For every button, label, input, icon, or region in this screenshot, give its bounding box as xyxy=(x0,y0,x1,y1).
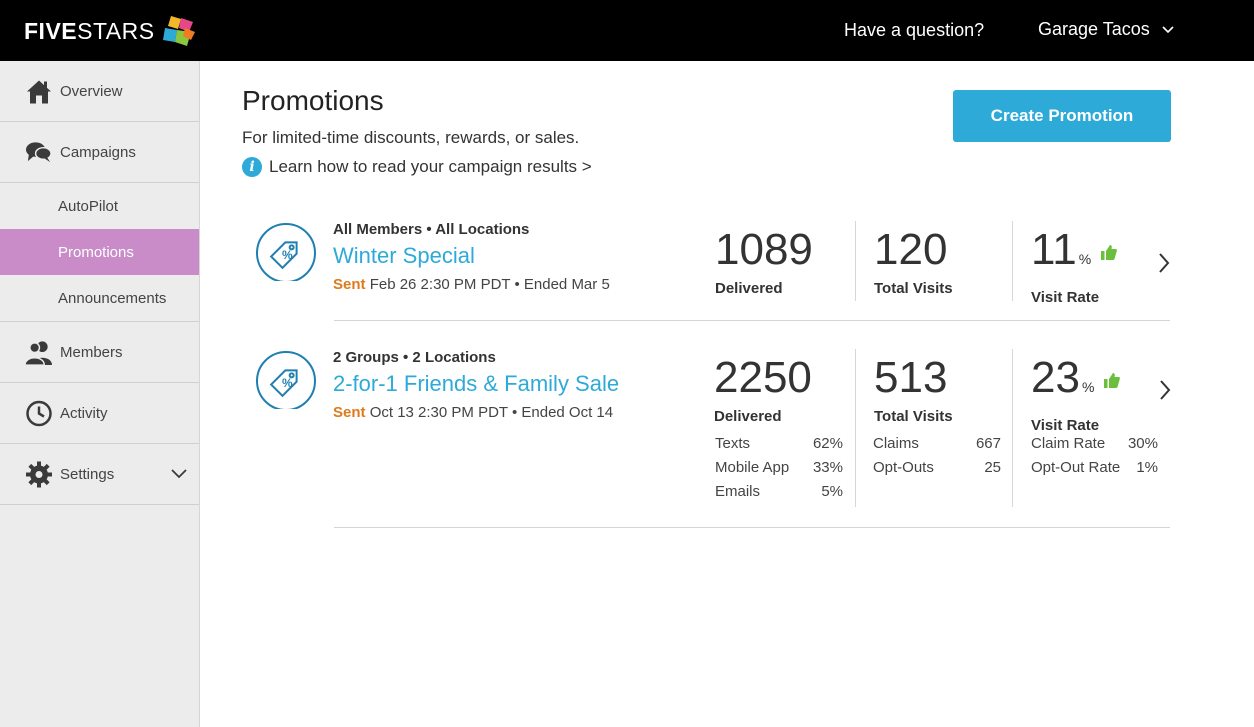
promo-audience: 2 Groups • 2 Locations xyxy=(333,349,496,366)
row-divider xyxy=(334,320,1170,321)
sidebar-item-autopilot[interactable]: AutoPilot xyxy=(58,197,119,215)
visits-stat xyxy=(874,225,953,297)
chevron-down-icon xyxy=(1162,26,1174,34)
breakdown-value: 1% xyxy=(1136,459,1158,476)
visits-value: 120 xyxy=(874,225,948,274)
sidebar-item-members[interactable] xyxy=(0,322,199,383)
delivered-stat xyxy=(715,225,813,297)
visit-rate-stat xyxy=(1031,225,1117,306)
delivered-label: Delivered xyxy=(715,280,783,297)
sidebar-item-announcements[interactable]: Announcements xyxy=(58,289,167,307)
rate-breakdown-row xyxy=(1031,435,1158,452)
sidebar-item-label: Settings xyxy=(60,465,115,483)
page-subtitle: For limited-time discounts, rewards, or sales. xyxy=(242,128,580,147)
top-bar xyxy=(0,0,1254,61)
visits-stat xyxy=(874,353,953,425)
delivered-label: Delivered xyxy=(714,408,782,425)
divider xyxy=(855,221,856,301)
sent-detail: Feb 26 2:30 PM PDT • Ended Mar 5 xyxy=(369,276,610,293)
sidebar-item-label: Members xyxy=(60,343,123,361)
breakdown-label: Opt-Out Rate xyxy=(1031,459,1121,476)
sent-status: Sent xyxy=(333,404,366,421)
learn-link-text: Learn how to read your campaign results > xyxy=(269,157,592,176)
home-icon xyxy=(25,78,52,105)
sidebar-item-promotions[interactable]: Promotions xyxy=(0,229,199,275)
logo-text-rest: STARS xyxy=(77,17,155,44)
visits-label: Total Visits xyxy=(874,408,953,425)
sent-status: Sent xyxy=(333,276,366,293)
promo-sent-info xyxy=(333,404,613,421)
svg-text:%: % xyxy=(282,248,293,262)
help-link[interactable]: Have a question? xyxy=(844,20,985,40)
promotion-card xyxy=(256,349,1172,509)
delivery-breakdown-row xyxy=(715,459,843,476)
breakdown-label: Opt-Outs xyxy=(873,459,934,476)
breakdown-value: 667 xyxy=(975,435,1001,452)
delivered-stat xyxy=(714,353,812,425)
sidebar-item-settings[interactable] xyxy=(0,444,199,505)
sidebar-item-overview[interactable] xyxy=(0,61,199,122)
breakdown-value: 25 xyxy=(984,459,1001,476)
breakdown-label: Texts xyxy=(715,435,751,452)
account-menu[interactable] xyxy=(1038,19,1174,40)
fivestars-logo[interactable] xyxy=(24,17,197,45)
promotion-card xyxy=(256,221,1172,321)
delivered-value: 2250 xyxy=(714,353,812,402)
members-icon xyxy=(25,339,52,366)
sidebar-item-label: Activity xyxy=(60,404,108,422)
sent-detail: Oct 13 2:30 PM PDT • Ended Oct 14 xyxy=(369,404,614,421)
percent-sign: % xyxy=(1081,379,1095,395)
campaigns-submenu xyxy=(0,183,199,322)
promo-tag-icon xyxy=(256,221,316,281)
visit-rate-label: Visit Rate xyxy=(1031,289,1100,306)
percent-sign: % xyxy=(1078,251,1092,267)
breakdown-label: Emails xyxy=(715,483,761,500)
breakdown-value: 33% xyxy=(812,459,843,476)
info-icon: i xyxy=(242,157,262,177)
promo-title-link[interactable]: Winter Special xyxy=(333,243,475,268)
svg-text:%: % xyxy=(282,376,293,390)
chevron-right-icon[interactable] xyxy=(1158,252,1170,274)
breakdown-label: Claims xyxy=(873,435,919,452)
sidebar-item-label: Overview xyxy=(60,82,123,100)
sidebar-item-campaigns[interactable] xyxy=(0,122,199,183)
logo-text-bold: FIVE xyxy=(24,17,78,44)
clock-icon xyxy=(25,400,52,427)
promo-title-link[interactable]: 2-for-1 Friends & Family Sale xyxy=(333,371,620,396)
learn-link[interactable] xyxy=(242,157,592,177)
thumbs-up-icon xyxy=(1101,245,1117,260)
page-title: Promotions xyxy=(242,85,384,116)
visits-value: 513 xyxy=(874,353,948,402)
breakdown-label: Claim Rate xyxy=(1031,435,1106,452)
divider xyxy=(1012,221,1013,301)
visit-rate-label: Visit Rate xyxy=(1031,417,1100,434)
sidebar xyxy=(0,61,200,727)
promo-tag-icon xyxy=(256,349,316,409)
breakdown-value: 5% xyxy=(821,483,843,500)
sidebar-item-activity[interactable] xyxy=(0,383,199,444)
account-name: Garage Tacos xyxy=(1038,19,1150,39)
delivered-value: 1089 xyxy=(715,225,813,274)
thumbs-up-icon xyxy=(1104,373,1120,388)
chevron-down-icon xyxy=(171,469,187,479)
breakdown-value: 30% xyxy=(1127,435,1158,452)
visit-rate-value: 23 xyxy=(1031,353,1080,402)
promo-sent-info xyxy=(333,276,610,293)
divider xyxy=(1012,349,1013,507)
sidebar-item-label: Campaigns xyxy=(60,143,136,161)
visit-breakdown-row xyxy=(873,435,1001,452)
breakdown-label: Mobile App xyxy=(715,459,790,476)
gear-icon xyxy=(25,461,52,488)
rate-breakdown-row xyxy=(1031,459,1158,476)
main-content xyxy=(200,61,1254,727)
delivery-breakdown-row xyxy=(715,483,843,500)
row-divider xyxy=(334,527,1170,528)
divider xyxy=(855,349,856,507)
logo-star-icon xyxy=(163,14,197,48)
delivery-breakdown-row xyxy=(715,435,843,452)
visit-breakdown-row xyxy=(873,459,1001,476)
create-promotion-button[interactable]: Create Promotion xyxy=(953,90,1171,142)
visit-rate-value: 11 xyxy=(1031,225,1077,274)
chevron-right-icon[interactable] xyxy=(1159,379,1171,401)
breakdown-value: 62% xyxy=(812,435,843,452)
visit-rate-stat xyxy=(1031,353,1120,434)
visits-label: Total Visits xyxy=(874,280,953,297)
chat-bubbles-icon xyxy=(25,139,52,166)
promo-audience: All Members • All Locations xyxy=(333,221,530,238)
